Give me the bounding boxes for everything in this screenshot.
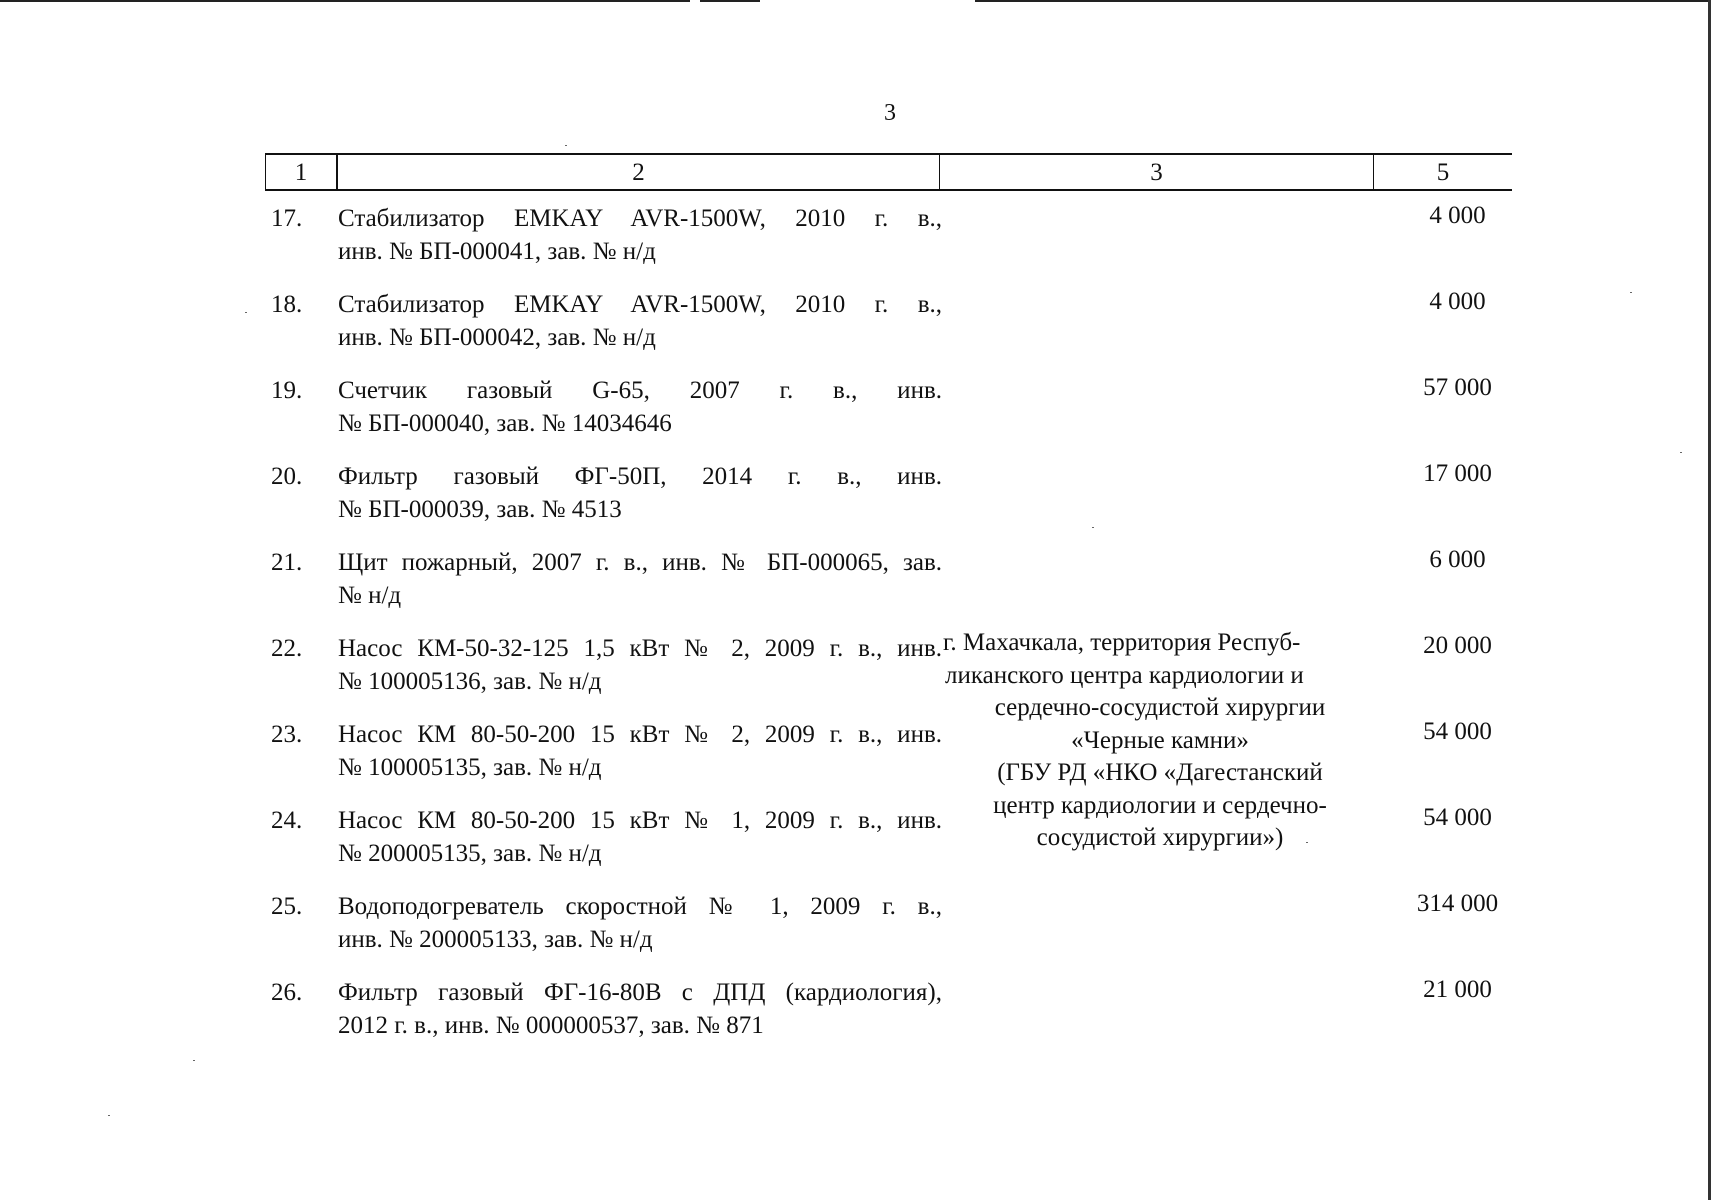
location-line: сердечно-сосудистой хирургии: [994, 694, 1326, 721]
location-line: сосудистой хирургии»): [1036, 824, 1284, 851]
description-line: № 100005136, зав. № н/д: [338, 668, 602, 695]
table-row: [265, 460, 1512, 540]
description-line: Стабилизатор EMKAY AVR-1500W, 2010 г. в.,: [338, 291, 942, 318]
table-row: [265, 546, 1512, 626]
description-line: Водоподогреватель скоростной № 1, 2009 г. в.,: [338, 893, 942, 920]
item-value: 54 000: [1423, 804, 1492, 831]
description-line: инв. № 200005133, зав. № н/д: [338, 926, 653, 953]
description-line: Счетчик газовый G-65, 2007 г. в., инв.: [338, 377, 942, 404]
location-line: ликанского центра кардиологии и: [945, 661, 1304, 689]
scan-edge: [700, 0, 760, 2]
item-description: [338, 288, 942, 354]
item-description: [338, 718, 942, 784]
description-line: Фильтр газовый ФГ-16-80В с ДПД (кардиология),: [338, 979, 942, 1006]
description-line: Фильтр газовый ФГ-50П, 2014 г. в., инв.: [338, 463, 942, 490]
item-description: [338, 374, 942, 440]
table-row: [265, 202, 1512, 282]
column-header-1: 1: [265, 155, 336, 189]
description-line: 2012 г. в., инв. № 000000537, зав. № 871: [338, 1012, 764, 1039]
row-number: 25.: [271, 893, 303, 920]
item-description: [338, 546, 942, 612]
row-number: 18.: [271, 291, 303, 318]
description-line: № БП-000039, зав. № 4513: [338, 496, 622, 523]
scan-speck: [193, 1060, 195, 1061]
table-row: [265, 976, 1512, 1056]
item-value: 21 000: [1423, 976, 1492, 1003]
location-line: (ГБУ РД «НКО «Дагестанский: [997, 759, 1323, 786]
page-number: 3: [884, 100, 896, 126]
row-number: 24.: [271, 807, 303, 834]
scan-speck: [565, 145, 567, 146]
scan-edge: [975, 0, 1711, 2]
item-value: 6 000: [1429, 546, 1486, 573]
description-line: Насос КМ 80-50-200 15 кВт № 1, 2009 г. в., инв.: [338, 807, 942, 834]
description-line: инв. № БП-000042, зав. № н/д: [338, 324, 656, 351]
item-description: [338, 976, 942, 1042]
row-number: 17.: [271, 205, 303, 232]
item-value: 57 000: [1423, 374, 1492, 401]
item-description: [338, 460, 942, 526]
description-line: Щит пожарный, 2007 г. в., инв. № БП-000065, зав.: [338, 549, 942, 576]
row-number: 20.: [271, 463, 303, 490]
description-line: Насос КМ-50-32-125 1,5 кВт № 2, 2009 г. в., инв.: [338, 635, 942, 662]
table-row: [265, 288, 1512, 368]
row-number: 22.: [271, 635, 303, 662]
location-line: центр кардиологии и сердечно-: [993, 791, 1327, 819]
location-line: «Черные камни»: [1071, 726, 1249, 754]
scan-speck: [108, 1115, 110, 1116]
row-number: 23.: [271, 721, 303, 748]
item-value: 20 000: [1423, 632, 1492, 659]
column-header-5: 5: [1373, 155, 1512, 189]
description-line: № 100005135, зав. № н/д: [338, 754, 602, 781]
location-line: г. Махачкала, территория Респуб-: [943, 629, 1301, 656]
scan-speck: [1630, 292, 1632, 293]
location-address: [945, 627, 1375, 855]
scan-speck: [1680, 452, 1682, 453]
table-row: [265, 374, 1512, 454]
description-line: № н/д: [338, 582, 402, 609]
description-line: № 200005135, зав. № н/д: [338, 840, 602, 867]
description-line: № БП-000040, зав. № 14034646: [338, 410, 672, 437]
item-description: [338, 202, 942, 268]
description-line: Стабилизатор EMKAY AVR-1500W, 2010 г. в.,: [338, 205, 942, 232]
scan-edge: [0, 0, 690, 2]
item-value: 54 000: [1423, 718, 1492, 745]
item-description: [338, 804, 942, 870]
table-row: [265, 890, 1512, 970]
table-header: [265, 153, 1512, 191]
item-description: [338, 632, 942, 698]
scan-speck: [245, 312, 247, 313]
column-header-3: 3: [939, 155, 1373, 189]
row-number: 26.: [271, 979, 303, 1006]
description-line: Насос КМ 80-50-200 15 кВт № 2, 2009 г. в., инв.: [338, 721, 942, 748]
description-line: инв. № БП-000041, зав. № н/д: [338, 238, 656, 265]
item-value: 4 000: [1429, 288, 1486, 315]
row-number: 21.: [271, 549, 303, 576]
column-header-2: 2: [336, 155, 939, 189]
item-value: 4 000: [1429, 202, 1486, 229]
item-value: 17 000: [1423, 460, 1492, 487]
row-number: 19.: [271, 377, 303, 404]
item-description: [338, 890, 942, 956]
item-value: 314 000: [1416, 890, 1499, 917]
